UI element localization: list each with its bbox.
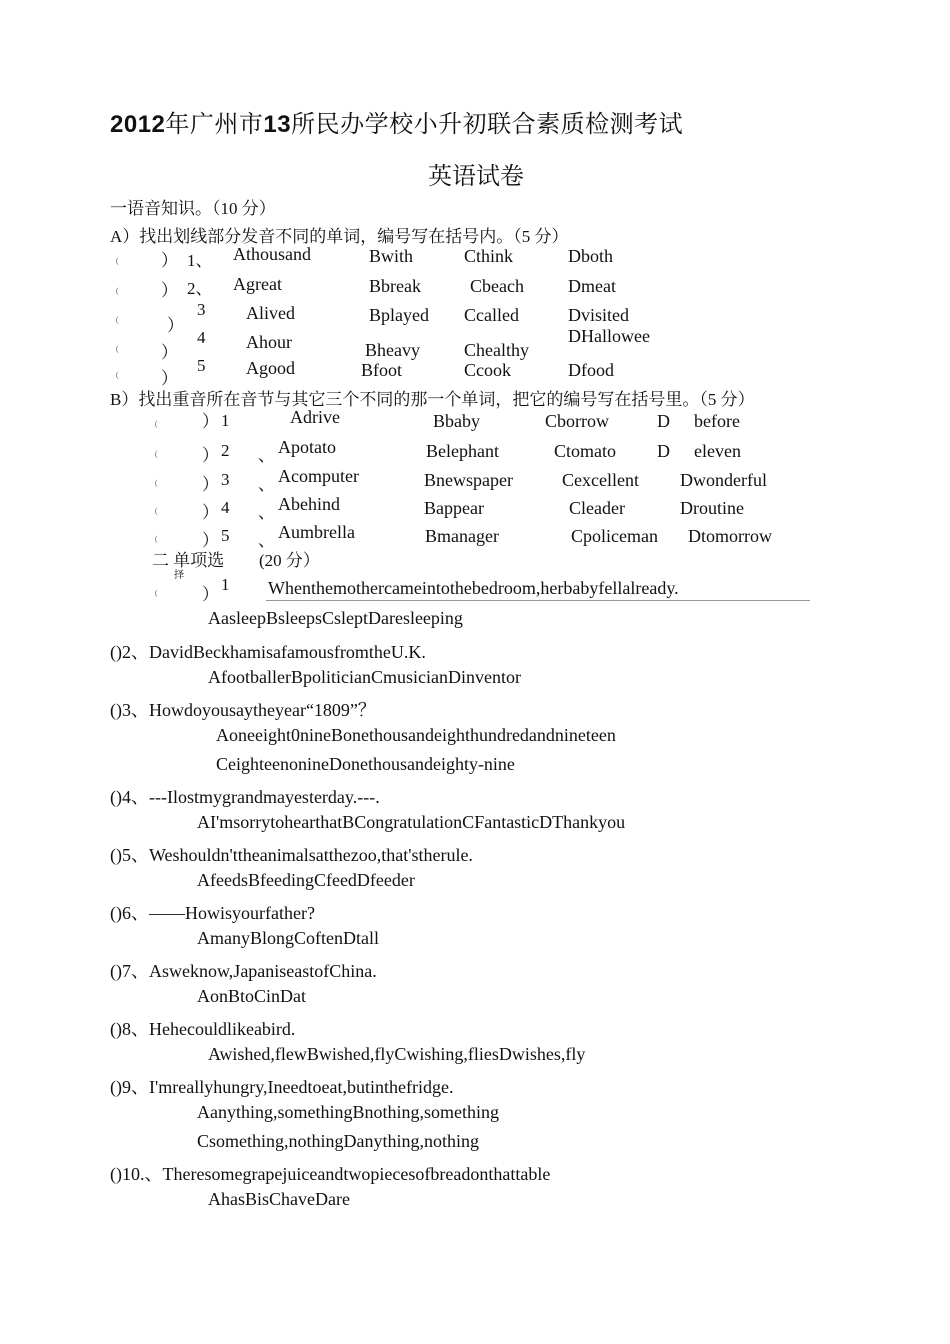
partA-option-a: Agreat bbox=[233, 274, 282, 294]
partB-option-d: Dtomorrow bbox=[688, 526, 772, 546]
partB-question-number: 5 bbox=[221, 526, 230, 545]
q1-options: AasleepBsleepsCsleptDaresleeping bbox=[208, 608, 463, 628]
partB-option-b: Bmanager bbox=[425, 526, 499, 546]
partA-option-d: Dfood bbox=[568, 360, 614, 380]
partA-answer-paren: ） bbox=[161, 369, 178, 388]
partA-heading: A）找出划线部分发音不同的单词，编号写在括号内。（5 分） bbox=[110, 227, 569, 246]
mcq-options: AI'msorrytohearthatBCongratulationCFantasticDThankyou bbox=[197, 812, 626, 832]
mcq-options: Aanything,somethingBnothing,something bbox=[197, 1102, 499, 1122]
partA-question-number: 4 bbox=[197, 328, 206, 347]
mcq-options: AfootballerBpoliticianCmusicianDinventor bbox=[208, 667, 521, 687]
partB-option-c: Ctomato bbox=[554, 441, 616, 461]
partB-option-d-letter: D bbox=[657, 411, 670, 431]
mcq-question-text: ()3、Howdoyousaytheyear“1809”？ bbox=[110, 700, 376, 720]
section2-score: (20 分） bbox=[259, 551, 320, 570]
partA-option-b: Bfoot bbox=[361, 360, 403, 380]
partB-option-d: Droutine bbox=[680, 498, 744, 518]
partB-bracket-mark: （ bbox=[150, 420, 158, 429]
mcq-options: AhasBisChaveDare bbox=[208, 1189, 350, 1209]
partB-option-b: Bbaby bbox=[433, 411, 480, 431]
mcq-options: Awished,flewBwished,flyCwishing,fliesDwishes,fly bbox=[208, 1044, 586, 1064]
partB-answer-paren: ） bbox=[202, 503, 219, 522]
partB-option-c: Cexcellent bbox=[562, 470, 639, 490]
partA-option-a: Ahour bbox=[246, 332, 292, 352]
partB-option-b: Belephant bbox=[426, 441, 499, 461]
partA-bracket-mark: （ bbox=[111, 371, 119, 380]
partA-answer-paren: ） bbox=[161, 343, 178, 362]
partB-answer-paren: ） bbox=[202, 412, 219, 431]
partA-option-c: Cbeach bbox=[470, 276, 524, 296]
partB-answer-paren: ） bbox=[202, 531, 219, 550]
partB-bracket-mark: （ bbox=[150, 450, 158, 459]
mcq-question-text: ()9、I'mreallyhungry,Ineedtoeat,butinthefridge. bbox=[110, 1077, 454, 1097]
partB-separator: 、 bbox=[258, 531, 275, 550]
partB-option-a: Acomputer bbox=[278, 466, 359, 486]
exam-title bbox=[110, 104, 683, 139]
partA-question-number: 1、 bbox=[187, 251, 213, 270]
partB-heading: B）找出重音所在音节与其它三个不同的那一个单词，把它的编号写在括号里。（5 分） bbox=[110, 390, 755, 409]
partB-option-c: Cpoliceman bbox=[571, 526, 658, 546]
partB-option-d: before bbox=[694, 411, 740, 431]
title-part1: 年广州市 bbox=[165, 112, 264, 138]
partA-option-c: Chealthy bbox=[464, 340, 529, 360]
mcq-options: AmanyBlongCoftenDtall bbox=[197, 928, 379, 948]
section2-heading-text: 二 单项选 bbox=[152, 551, 225, 570]
mcq-question-text: ()6、——Howisyourfather? bbox=[110, 903, 315, 923]
partB-separator: 、 bbox=[258, 446, 275, 465]
partB-answer-paren: ） bbox=[202, 475, 219, 494]
partA-bracket-mark: （ bbox=[111, 257, 119, 266]
partB-option-d: Dwonderful bbox=[680, 470, 767, 490]
partB-question-number: 1 bbox=[221, 411, 230, 430]
partB-option-d-letter: D bbox=[657, 441, 670, 461]
partB-separator: 、 bbox=[258, 475, 275, 494]
partA-option-a: Agood bbox=[246, 358, 295, 378]
partA-option-b: Bbreak bbox=[369, 276, 421, 296]
mcq-options: Aoneeight0nineBonethousandeighthundredandnineteen bbox=[216, 725, 616, 745]
partA-option-a: Athousand bbox=[233, 244, 311, 264]
partA-option-a: Alived bbox=[246, 303, 295, 323]
partB-option-a: Abehind bbox=[278, 494, 340, 514]
partB-bracket-mark: （ bbox=[150, 535, 158, 544]
mcq-question-text: ()2、DavidBeckhamisafamousfromtheU.K. bbox=[110, 642, 426, 662]
q1-paren: ） bbox=[202, 585, 219, 604]
partB-option-b: Bappear bbox=[424, 498, 484, 518]
partB-option-b: Bnewspaper bbox=[424, 470, 513, 490]
q1-number: 1 bbox=[221, 575, 230, 594]
partA-option-d: Dmeat bbox=[568, 276, 616, 296]
partB-option-d: eleven bbox=[694, 441, 741, 461]
mcq-options: AfeedsBfeedingCfeedDfeeder bbox=[197, 870, 415, 890]
section2-heading bbox=[152, 546, 225, 581]
partB-option-c: Cborrow bbox=[545, 411, 609, 431]
partB-separator: 、 bbox=[258, 503, 275, 522]
partA-bracket-mark: （ bbox=[111, 345, 119, 354]
mcq-question-text: ()10.、Theresomegrapejuiceandtwopiecesofbreadonthattable bbox=[110, 1164, 551, 1184]
partB-bracket-mark: （ bbox=[150, 507, 158, 516]
partB-option-a: Adrive bbox=[290, 407, 340, 427]
partA-answer-paren: ） bbox=[161, 251, 178, 270]
partA-option-b: Bwith bbox=[369, 246, 414, 266]
partA-option-c: Ccook bbox=[464, 360, 511, 380]
section2-heading-cut: 择 bbox=[174, 570, 184, 581]
partA-option-d: Dboth bbox=[568, 246, 613, 266]
partA-option-b: Bplayed bbox=[369, 305, 429, 325]
partB-bracket-mark: （ bbox=[150, 479, 158, 488]
mcq-question-text: ()8、Hehecouldlikeabird. bbox=[110, 1019, 296, 1039]
mcq-question-text: ()7、Asweknow,JapaniseastofChina. bbox=[110, 961, 377, 981]
partA-question-number: 3 bbox=[197, 300, 206, 319]
mcq-options: Csomething,nothingDanything,nothing bbox=[197, 1131, 479, 1151]
title-part2: 所民办学校小升初联合素质检测考试 bbox=[291, 112, 684, 138]
partA-question-number: 2、 bbox=[187, 279, 213, 298]
partB-option-a: Aumbrella bbox=[278, 522, 355, 542]
partA-answer-paren: ） bbox=[161, 281, 178, 300]
partB-question-number: 3 bbox=[221, 470, 230, 489]
section1-heading: 一语音知识。（10 分） bbox=[110, 199, 276, 218]
mcq-question-text: ()5、Weshouldn'ttheanimalsatthezoo,that'stherule. bbox=[110, 845, 473, 865]
partA-bracket-mark: （ bbox=[111, 287, 119, 296]
exam-subtitle: 英语试卷 bbox=[428, 164, 524, 190]
q1-text: Whenthemothercameintothebedroom,herbabyfellalready. bbox=[268, 578, 679, 598]
partA-option-b: Bheavy bbox=[365, 340, 420, 360]
q1-underline bbox=[266, 600, 810, 601]
partB-option-c: Cleader bbox=[569, 498, 625, 518]
mcq-options: AonBtoCinDat bbox=[197, 986, 307, 1006]
title-year: 2012 bbox=[110, 111, 166, 138]
q1-mark: （ bbox=[150, 589, 158, 598]
partB-question-number: 4 bbox=[221, 498, 230, 517]
partA-bracket-mark: （ bbox=[111, 316, 119, 325]
partA-option-d: Dvisited bbox=[568, 305, 629, 325]
partA-option-c: Ccalled bbox=[464, 305, 519, 325]
title-num: 13 bbox=[263, 111, 292, 138]
partB-option-a: Apotato bbox=[278, 437, 336, 457]
partB-question-number: 2 bbox=[221, 441, 230, 460]
partA-option-d: DHallowee bbox=[568, 326, 650, 346]
mcq-question-text: ()4、---Ilostmygrandmayesterday.---. bbox=[110, 787, 380, 807]
partA-question-number: 5 bbox=[197, 356, 206, 375]
partA-answer-paren: ） bbox=[167, 316, 184, 335]
partB-answer-paren: ） bbox=[202, 446, 219, 465]
mcq-options: CeighteenonineDonethousandeighty-nine bbox=[216, 754, 515, 774]
partA-option-c: Cthink bbox=[464, 246, 514, 266]
